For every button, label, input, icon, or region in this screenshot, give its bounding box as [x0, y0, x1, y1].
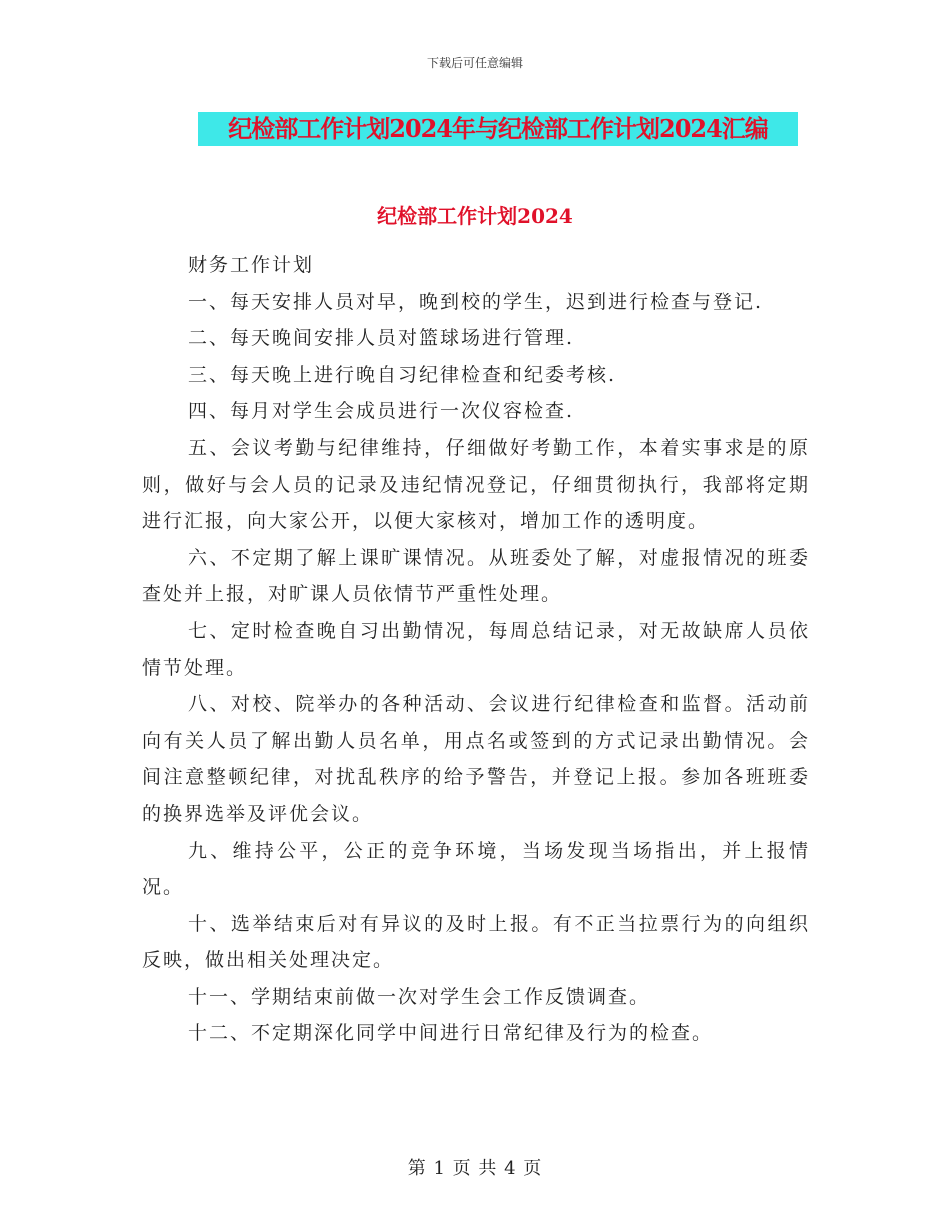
page-number-footer: 第 1 页 共 4 页 [407, 1158, 543, 1179]
paragraph: 十一、学期结束前做一次对学生会工作反馈调查。 [188, 985, 651, 1008]
section-title: 纪检部工作计划2024 [377, 204, 573, 228]
paragraph: 七、定时检查晚自习出勤情况，每周总结记录，对无故缺席人员依情节处理。 [142, 619, 810, 679]
paragraph: 三、每天晚上进行晚自习纪律检查和纪委考核. [188, 363, 617, 386]
paragraph: 一、每天安排人员对早，晚到校的学生，迟到进行检查与登记. [188, 290, 764, 313]
header-note: 下载后可任意编辑 [426, 56, 523, 70]
main-title-highlight [198, 112, 798, 146]
paragraph: 财务工作计划 [188, 254, 315, 276]
paragraph: 八、对校、院举办的各种活动、会议进行纪律检查和监督。活动前向有关人员了解出勤人员名单，用点名或签到的方式记录出勤情况。会间注意整顿纪律，对扰乱秩序的给予警告，并登记上报。参加各班班委的换界选举及评优会议。 [142, 693, 810, 825]
paragraph: 四、每月对学生会成员进行一次仪容检查. [188, 400, 575, 423]
paragraph: 十二、不定期深化同学中间进行日常纪律及行为的检查。 [188, 1022, 714, 1045]
paragraph: 十、选举结束后对有异议的及时上报。有不正当拉票行为的向组织反映，做出相关处理决定。 [142, 912, 810, 972]
document-body [142, 247, 810, 1052]
paragraph: 九、维持公平，公正的竞争环境，当场发现当场指出，并上报情况。 [142, 839, 810, 899]
paragraph: 六、不定期了解上课旷课情况。从班委处了解，对虚报情况的班委查处并上报，对旷课人员依情节严重性处理。 [142, 546, 810, 606]
paragraph: 二、每天晚间安排人员对篮球场进行管理. [188, 327, 575, 350]
paragraph: 五、会议考勤与纪律维持，仔细做好考勤工作，本着实事求是的原则，做好与会人员的记录及违纪情况登记，仔细贯彻执行，我部将定期进行汇报，向大家公开，以便大家核对，增加工作的透明度。 [142, 436, 810, 533]
main-title: 纪检部工作计划2024年与纪检部工作计划2024汇编 [228, 114, 768, 143]
